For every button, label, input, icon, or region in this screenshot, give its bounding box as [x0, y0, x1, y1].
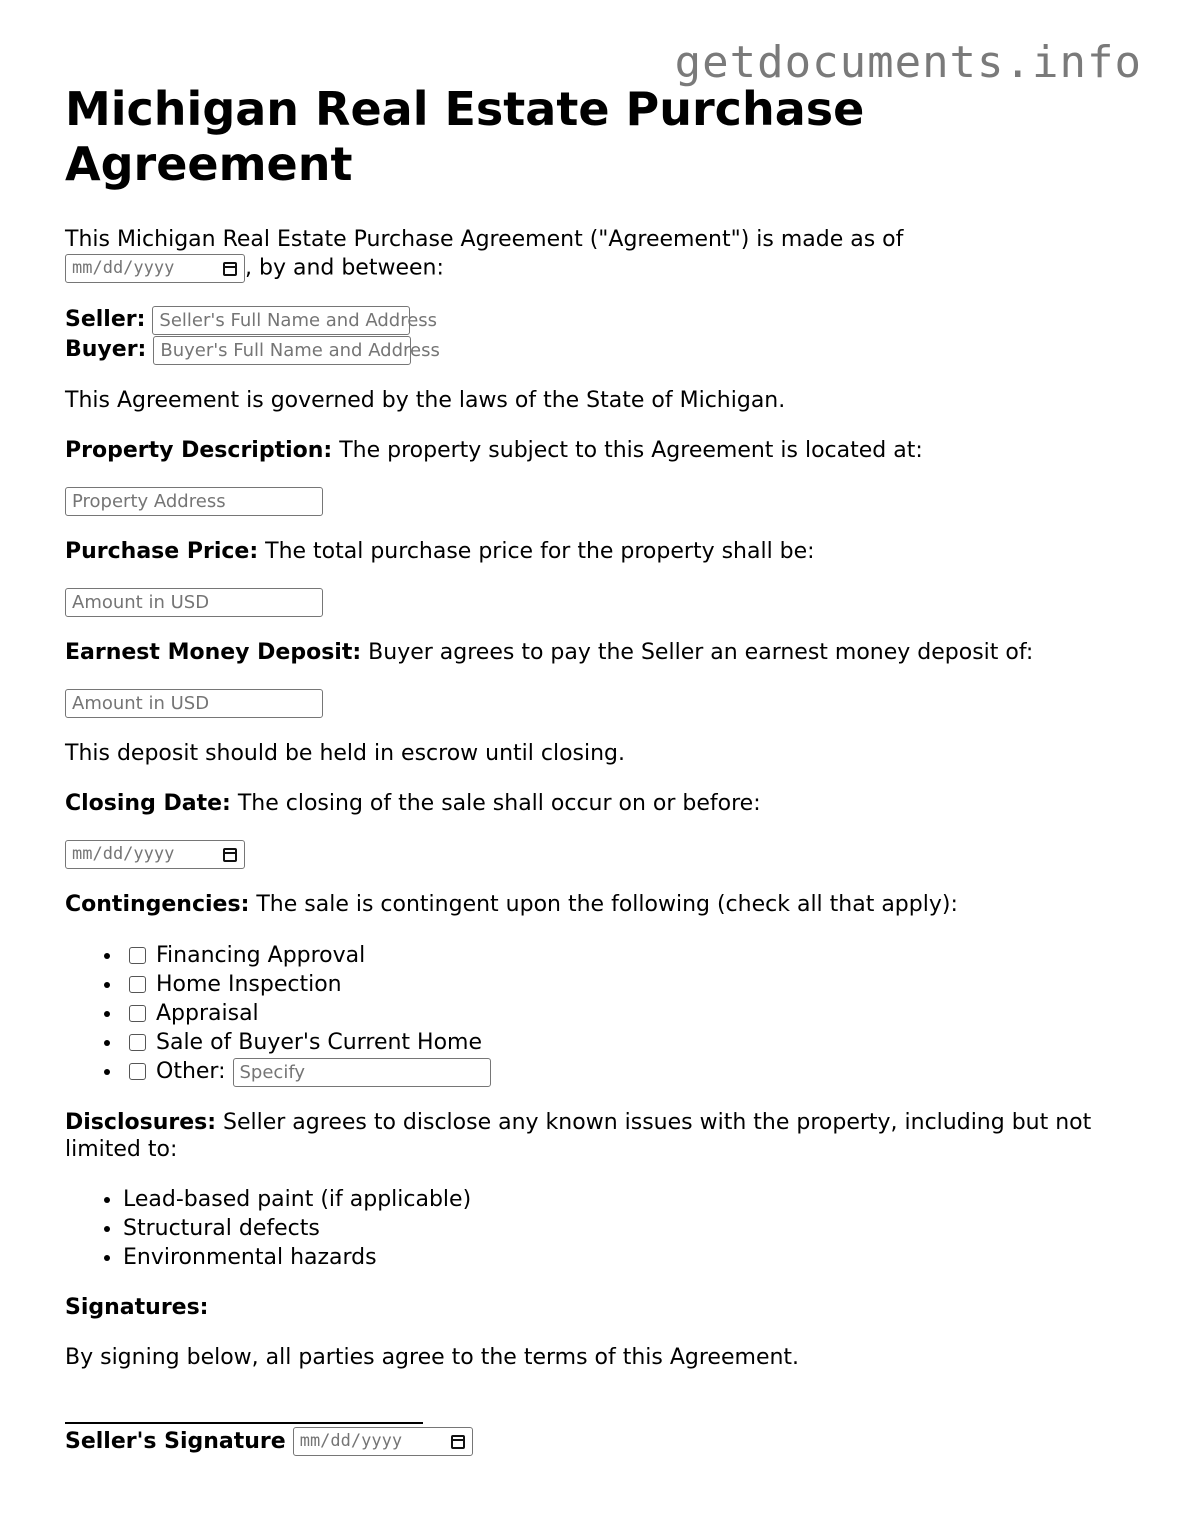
calendar-icon[interactable]	[223, 262, 237, 276]
purchase-price-input[interactable]: Amount in USD	[65, 588, 323, 617]
calendar-icon[interactable]	[451, 1435, 465, 1449]
buyer-input[interactable]: Buyer's Full Name and Address	[153, 336, 411, 365]
disclosures-list	[65, 1185, 1125, 1272]
seller-label: Seller:	[65, 307, 146, 332]
seller-signature-date-input[interactable]: mm/dd/yyyy	[293, 1427, 473, 1456]
parties-block	[65, 305, 1125, 365]
intro-text: This Michigan Real Estate Purchase Agreement ("Agreement") is made as of	[65, 227, 904, 252]
seller-signature-label: Seller's Signature	[65, 1428, 286, 1454]
buyer-row	[65, 335, 1125, 365]
other-specify-input[interactable]: Specify	[233, 1058, 491, 1087]
purchase-price-label: Purchase Price:	[65, 539, 259, 564]
signatures-heading: Signatures:	[65, 1294, 209, 1320]
seller-input[interactable]: Seller's Full Name and Address	[152, 306, 410, 335]
contingencies-list	[65, 941, 1125, 1087]
intro-text-after: , by and between:	[245, 255, 444, 281]
property-address-input[interactable]: Property Address	[65, 487, 323, 516]
other-checkbox[interactable]	[129, 1063, 146, 1080]
financing-checkbox[interactable]	[129, 947, 146, 964]
list-item: • Other: Specify	[123, 1057, 1125, 1087]
page-title: Michigan Real Estate Purchase Agreement	[65, 82, 865, 191]
document-body	[65, 82, 1125, 1458]
list-item: • Home Inspection	[123, 970, 1125, 999]
sale-of-home-checkbox[interactable]	[129, 1034, 146, 1051]
disclosures-label: Disclosures:	[65, 1109, 217, 1135]
earnest-money-paragraph: Earnest Money Deposit: Buyer agrees to pay the Seller an earnest money deposit of:	[65, 640, 1034, 665]
appraisal-checkbox[interactable]	[129, 1005, 146, 1022]
earnest-money-input[interactable]: Amount in USD	[65, 689, 323, 718]
watermark: getdocuments.info	[674, 37, 1142, 88]
seller-row	[65, 305, 1125, 335]
disclosures-paragraph: Disclosures: Seller agrees to disclose any known issues with the property, including but not limited to:	[65, 1109, 1092, 1162]
escrow-note: This deposit should be held in escrow until closing.	[65, 741, 626, 766]
closing-label: Closing Date:	[65, 791, 231, 816]
list-item: • Appraisal	[123, 999, 1125, 1028]
list-item: • Lead-based paint (if applicable)	[123, 1185, 1125, 1214]
list-item: • Financing Approval	[123, 941, 1125, 970]
seller-signature-block	[65, 1394, 1125, 1458]
signature-line[interactable]	[65, 1394, 423, 1424]
earnest-money-label: Earnest Money Deposit:	[65, 640, 362, 665]
calendar-icon[interactable]	[223, 848, 237, 862]
signatures-text: By signing below, all parties agree to the terms of this Agreement.	[65, 1344, 800, 1370]
list-item: • Structural defects	[123, 1214, 1125, 1243]
list-item: • Environmental hazards	[123, 1243, 1125, 1272]
governing-law-text: This Agreement is governed by the laws of the State of Michigan.	[65, 388, 786, 413]
agreement-date-input[interactable]: mm/dd/yyyy	[65, 254, 245, 283]
inspection-checkbox[interactable]	[129, 976, 146, 993]
contingencies-label: Contingencies:	[65, 892, 250, 917]
closing-date-input[interactable]: mm/dd/yyyy	[65, 840, 245, 869]
list-item: • Sale of Buyer's Current Home	[123, 1028, 1125, 1057]
property-paragraph: Property Description: The property subject to this Agreement is located at:	[65, 438, 923, 463]
closing-paragraph: Closing Date: The closing of the sale shall occur on or before:	[65, 791, 761, 816]
purchase-price-paragraph: Purchase Price: The total purchase price for the property shall be:	[65, 539, 815, 564]
property-label: Property Description:	[65, 438, 333, 463]
intro-paragraph	[65, 226, 1125, 283]
contingencies-paragraph: Contingencies: The sale is contingent upon the following (check all that apply):	[65, 892, 958, 917]
buyer-label: Buyer:	[65, 337, 147, 362]
